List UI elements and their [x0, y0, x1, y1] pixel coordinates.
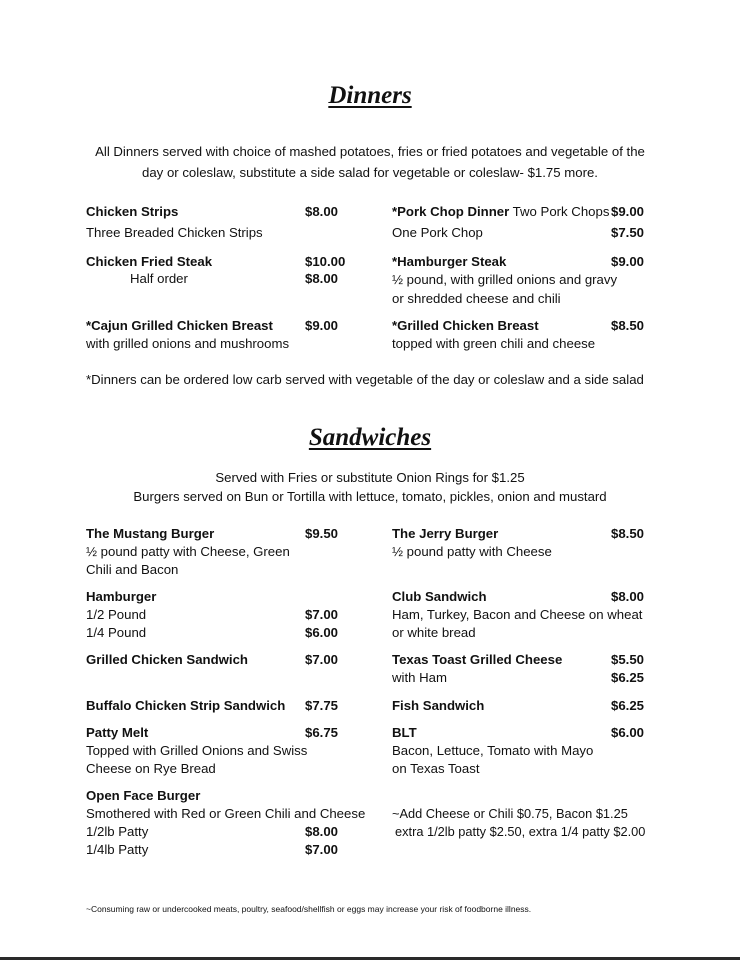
foodborne-illness-disclaimer: ~Consuming raw or undercooked meats, poultry, seafood/shellfish or eggs may increase your risk of foodborne illness. [86, 904, 532, 914]
open-face-option-1: 1/2lb Patty [86, 824, 149, 839]
addons-line-1: ~Add Cheese or Chili $0.75, Bacon $1.25 [392, 806, 628, 821]
grilled-chicken-desc: topped with green chili and cheese [392, 336, 596, 351]
hamburger-option-2: 1/4 Pound [86, 625, 147, 640]
blt-desc-1: Bacon, Lettuce, Tomato with Mayo [392, 743, 594, 758]
chicken-fried-steak-desc-price: $8.00 [305, 271, 339, 286]
cajun-chicken-name: *Cajun Grilled Chicken Breast [86, 318, 273, 333]
mustang-burger-desc-1: ½ pound patty with Cheese, Green [86, 544, 290, 559]
patty-melt-name: Patty Melt [86, 725, 149, 740]
grilled-chicken-name: *Grilled Chicken Breast [392, 318, 539, 333]
hamburger-price-2: $6.00 [305, 625, 339, 640]
sandwiches-intro-line-1: Served with Fries or substitute Onion Rings for $1.25 [215, 470, 525, 485]
chicken-strips-price: $8.00 [305, 204, 339, 219]
grilled-chicken-price: $8.50 [611, 318, 645, 333]
open-face-price-2: $7.00 [305, 842, 339, 857]
club-sandwich-name: Club Sandwich [392, 589, 487, 604]
jerry-burger-price: $8.50 [611, 526, 645, 541]
cajun-chicken-price: $9.00 [305, 318, 339, 333]
dinners-title: Dinners [328, 82, 412, 109]
jerry-burger-name: The Jerry Burger [392, 526, 499, 541]
sandwiches-title: Sandwiches [308, 424, 432, 451]
open-face-option-2: 1/4lb Patty [86, 842, 149, 857]
chicken-fried-steak-desc: Half order [130, 271, 188, 286]
pork-chop-price: $9.00 [611, 204, 645, 219]
jerry-burger-desc: ½ pound patty with Cheese [392, 544, 552, 559]
chicken-strips-desc: Three Breaded Chicken Strips [86, 225, 263, 240]
grilled-chicken-sandwich-name: Grilled Chicken Sandwich [86, 652, 248, 667]
fish-sandwich-name: Fish Sandwich [392, 698, 485, 713]
hamburger-steak-desc-1: ½ pound, with grilled onions and gravy [392, 272, 618, 287]
mustang-burger-name: The Mustang Burger [86, 526, 215, 541]
open-face-burger-name: Open Face Burger [86, 788, 201, 803]
hamburger-price-1: $7.00 [305, 607, 339, 622]
dinners-note: *Dinners can be ordered low carb served with vegetable of the day or coleslaw and a side salad [86, 372, 644, 387]
sandwiches-intro-line-2: Burgers served on Bun or Tortilla with lettuce, tomato, pickles, onion and mustard [133, 489, 607, 504]
blt-desc-2: on Texas Toast [392, 761, 480, 776]
texas-toast-price: $5.50 [611, 652, 645, 667]
patty-melt-desc-1: Topped with Grilled Onions and Swiss [86, 743, 308, 758]
texas-toast-desc-price: $6.25 [611, 670, 645, 685]
dinners-intro-line-2: day or coleslaw, substitute a side salad for vegetable or coleslaw- $1.75 more. [142, 165, 598, 180]
mustang-burger-price: $9.50 [305, 526, 339, 541]
pork-chop-desc: One Pork Chop [392, 225, 483, 240]
addons-line-2: extra 1/2lb patty $2.50, extra 1/4 patty $2.00 [395, 824, 646, 839]
fish-sandwich-price: $6.25 [611, 698, 645, 713]
mustang-burger-desc-2: Chili and Bacon [86, 562, 179, 577]
club-sandwich-price: $8.00 [611, 589, 645, 604]
cajun-chicken-desc: with grilled onions and mushrooms [86, 336, 290, 351]
pork-chop-name-extra: Two Pork Chops [512, 204, 610, 219]
patty-melt-price: $6.75 [305, 725, 339, 740]
texas-toast-desc: with Ham [392, 670, 447, 685]
buffalo-sandwich-name: Buffalo Chicken Strip Sandwich [86, 698, 286, 713]
blt-name: BLT [392, 725, 417, 740]
hamburger-option-1: 1/2 Pound [86, 607, 147, 622]
chicken-fried-steak-price: $10.00 [305, 254, 346, 269]
dinners-intro-line-1: All Dinners served with choice of mashed potatoes, fries or fried potatoes and vegetable of the [95, 144, 645, 159]
chicken-strips-name: Chicken Strips [86, 204, 179, 219]
blt-price: $6.00 [611, 725, 645, 740]
hamburger-name: Hamburger [86, 589, 157, 604]
pork-chop-desc-price: $7.50 [611, 225, 645, 240]
grilled-chicken-sandwich-price: $7.00 [305, 652, 339, 667]
pork-chop-line [392, 203, 609, 221]
club-sandwich-desc-1: Ham, Turkey, Bacon and Cheese on wheat [392, 607, 643, 622]
buffalo-sandwich-price: $7.75 [305, 698, 339, 713]
hamburger-steak-name: *Hamburger Steak [392, 254, 507, 269]
open-face-burger-desc: Smothered with Red or Green Chili and Cheese [86, 806, 366, 821]
chicken-fried-steak-name: Chicken Fried Steak [86, 254, 213, 269]
hamburger-steak-price: $9.00 [611, 254, 645, 269]
texas-toast-name: Texas Toast Grilled Cheese [392, 652, 563, 667]
hamburger-steak-desc-2: or shredded cheese and chili [392, 291, 561, 306]
pork-chop-name: *Pork Chop Dinner [392, 204, 510, 219]
club-sandwich-desc-2: or white bread [392, 625, 476, 640]
patty-melt-desc-2: Cheese on Rye Bread [86, 761, 216, 776]
open-face-price-1: $8.00 [305, 824, 339, 839]
